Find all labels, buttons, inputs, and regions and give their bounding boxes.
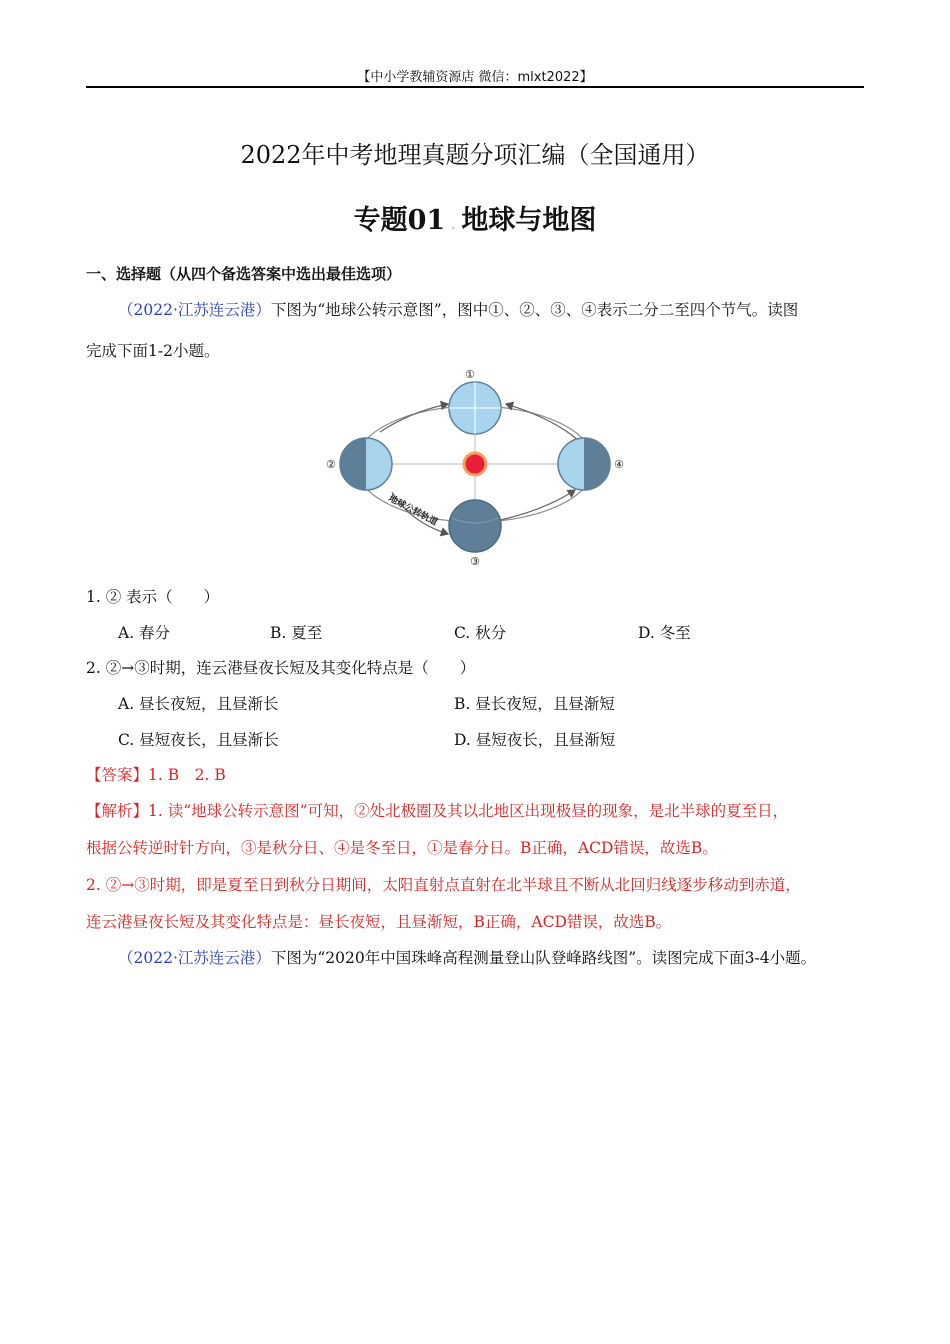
topic-number: 专题01 [353,205,446,236]
q2-option-b: B. 昼长夜短，且昼渐短 [454,695,615,713]
topic-title [86,198,864,237]
label-3: ③ [470,555,480,568]
intro-continuation: 完成下面1-2小题。 [86,342,220,360]
earth-position-3 [449,500,501,568]
intro-paragraph-1 [118,298,908,320]
intro-source: （2022·江苏连云港） [118,301,271,319]
orbit-label: 地球公转轨道 [386,493,439,529]
intro2-source: （2022·江苏连云港） [118,949,271,967]
page-header: 【中小学教辅资源店 微信：mlxt2022】 [357,70,593,85]
q1-option-c: C. 秋分 [454,624,507,642]
intro2-text: 下图为“2020年中国珠峰高程测量登山队登峰路线图”。读图完成下面3-4小题。 [270,949,817,967]
topic-name: 地球与地图 [461,205,597,236]
document-title: 2022年中考地理真题分项汇编（全国通用） [240,141,710,169]
analysis-line-1: 【解析】1. 读“地球公转示意图”可知，②处北极圈及其以北地区出现极昼的现象，是北半球的夏至日， [86,802,789,820]
orbit-arrow-bottom-right [500,490,575,520]
q2-option-a: A. 昼长夜短，且昼渐长 [118,695,279,713]
earth-position-4 [558,438,624,490]
question-2-stem: 2. ②→③时期，连云港昼夜长短及其变化特点是（ ） [86,659,476,677]
analysis-line-4: 连云港昼夜长短及其变化特点是：昼长夜短，且昼渐短，B正确，ACD错误，故选B。 [86,913,672,931]
earth-position-2 [326,438,392,490]
q2-option-d: D. 昼短夜长，且昼渐短 [454,731,616,749]
question-1-stem: 1. ② 表示（ ） [86,588,220,606]
label-4: ④ [614,458,624,471]
analysis-line-2: 根据公转逆时针方向，③是秋分日、④是冬至日，①是春分日。B正确，ACD错误，故选B。 [86,839,718,857]
section-heading: 一、选择题（从四个备选答案中选出最佳选项） [86,265,402,283]
q2-option-c: C. 昼短夜长，且昼渐长 [118,731,279,749]
label-1: ① [465,368,475,381]
q1-option-d: D. 冬至 [638,624,691,642]
intro-paragraph-2 [118,946,908,968]
sun [464,453,486,475]
intro-text: 下图为“地球公转示意图”，图中①、②、③、④表示二分二至四个节气。读图 [270,301,799,319]
label-2: ② [326,458,336,471]
topic-separator: . [451,218,456,232]
header-rule [86,86,864,88]
analysis-line-3: 2. ②→③时期，即是夏至日到秋分日期间，太阳直射点直射在北半球且不断从北回归线逐步移动到赤道， [86,876,801,894]
earth-position-1 [449,368,501,434]
q1-option-b: B. 夏至 [270,624,323,642]
q1-option-a: A. 春分 [118,624,171,642]
answer-line: 【答案】1. B 2. B [86,766,226,784]
earth-revolution-diagram [320,362,640,572]
